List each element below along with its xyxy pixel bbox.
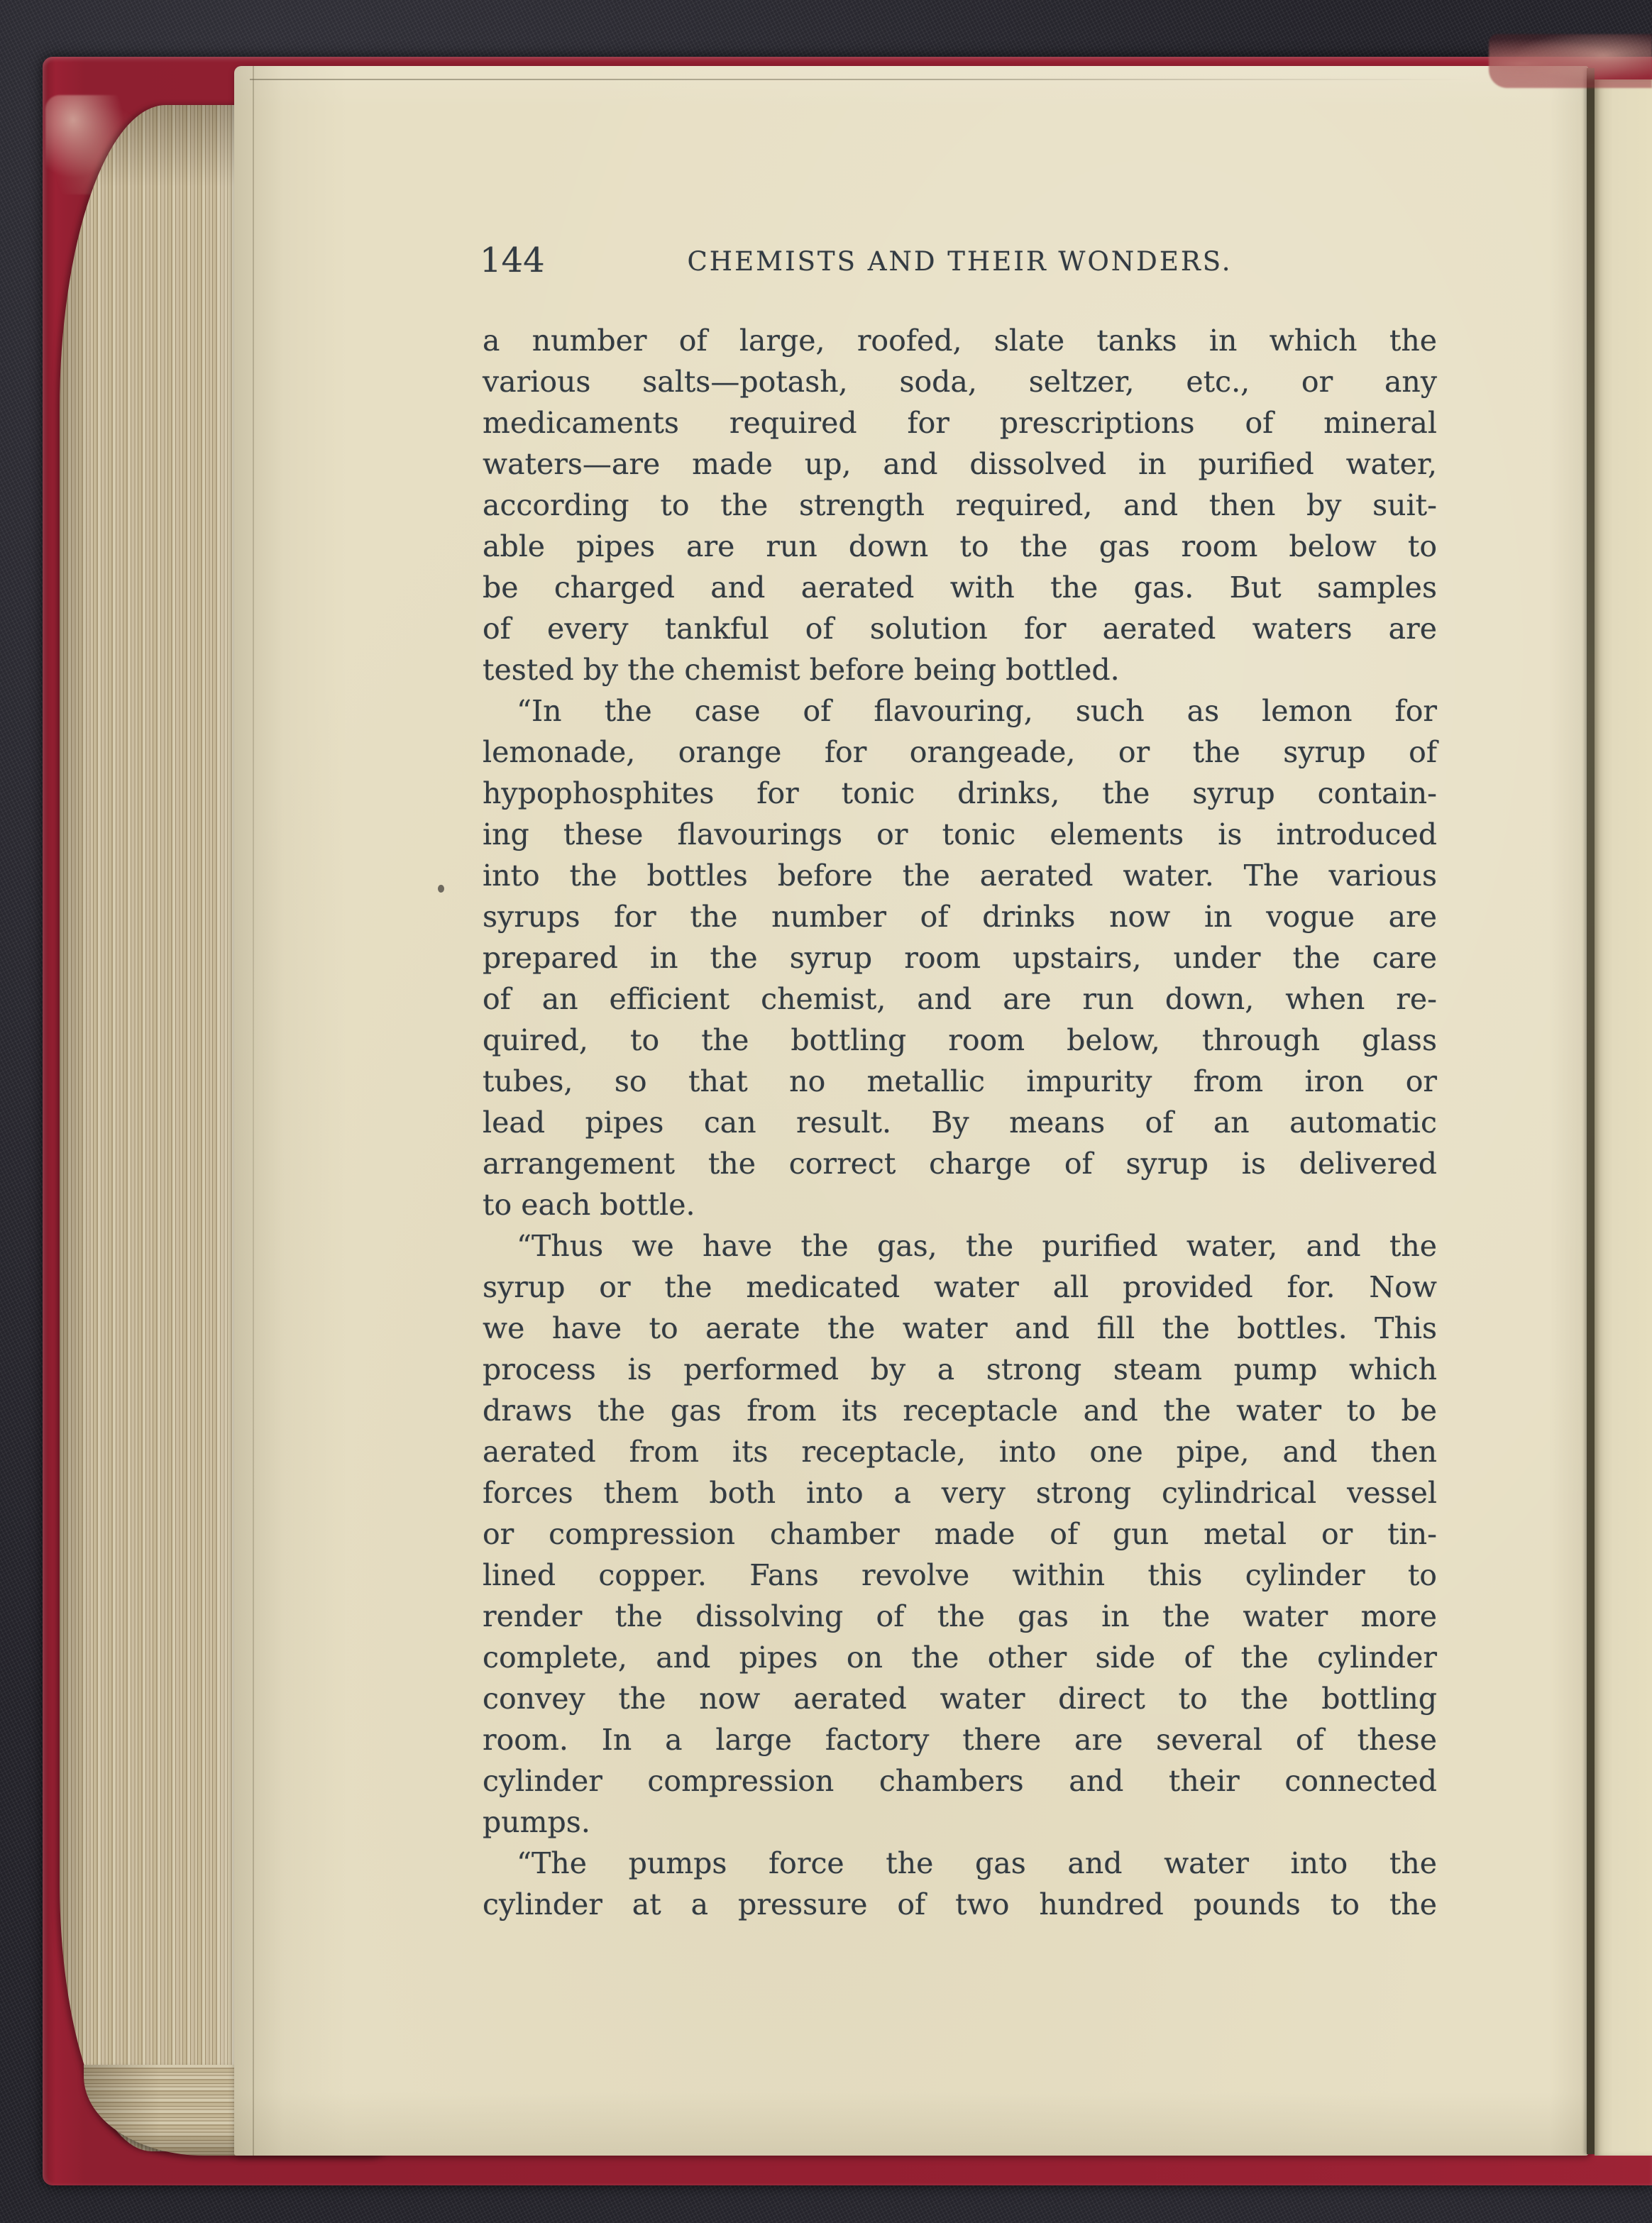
text-line: tested by the chemist before being bottled.: [483, 653, 1120, 687]
text-line: syrups for the number of drinks now in vogue are: [483, 900, 1437, 934]
text-line: “Thus we have the gas, the purified water, and the: [517, 1229, 1437, 1263]
text-line: various salts—potash, soda, seltzer, etc., or any: [483, 365, 1437, 399]
text-line: waters—are made up, and dissolved in purified water,: [483, 447, 1437, 481]
text-line: a number of large, roofed, slate tanks in which the: [483, 324, 1437, 358]
text-line: according to the strength required, and then by suit-: [483, 488, 1437, 522]
text-line: be charged and aerated with the gas. But samples: [483, 570, 1437, 605]
text-line: forces them both into a very strong cylindrical vessel: [483, 1476, 1437, 1510]
text-line: render the dissolving of the gas in the water more: [483, 1599, 1437, 1633]
running-head: CHEMISTS AND THEIR WONDERS.: [687, 246, 1233, 277]
text-line: prepared in the syrup room upstairs, under the care: [483, 941, 1437, 975]
text-line: medicaments required for prescriptions of mineral: [483, 406, 1437, 440]
text-line: convey the now aerated water direct to the bottling: [483, 1682, 1437, 1716]
text-line: cylinder compression chambers and their connected: [483, 1764, 1437, 1798]
next-page-edge: [1595, 79, 1652, 2156]
text-line: “The pumps force the gas and water into the: [517, 1846, 1437, 1880]
text-line: to each bottle.: [483, 1188, 695, 1222]
body-text: [483, 320, 1437, 1925]
text-line: syrup or the medicated water all provided for. Now: [483, 1270, 1437, 1304]
text-line: draws the gas from its receptacle and the water to be: [483, 1394, 1437, 1428]
text-line: hypophosphites for tonic drinks, the syrup contain-: [483, 776, 1437, 810]
text-line: we have to aerate the water and fill the bottles. This: [483, 1311, 1437, 1345]
text-line: quired, to the bottling room below, through glass: [483, 1023, 1437, 1057]
text-line: lead pipes can result. By means of an automatic: [483, 1105, 1437, 1140]
text-line: of an efficient chemist, and are run down, when re-: [483, 982, 1437, 1016]
text-line: or compression chamber made of gun metal or tin-: [483, 1517, 1437, 1551]
book-page: [234, 66, 1588, 2156]
text-line: pumps.: [483, 1805, 590, 1839]
text-line: complete, and pipes on the other side of the cylinder: [483, 1640, 1437, 1675]
text-line: aerated from its receptacle, into one pipe, and then: [483, 1435, 1437, 1469]
text-line: lined copper. Fans revolve within this cylinder to: [483, 1558, 1437, 1592]
text-line: into the bottles before the aerated water. The various: [483, 859, 1437, 893]
text-line: lemonade, orange for orangeade, or the syrup of: [483, 735, 1437, 769]
text-line: “In the case of flavouring, such as lemon for: [517, 694, 1437, 728]
text-line: of every tankful of solution for aerated waters are: [483, 612, 1437, 646]
text-line: ing these flavourings or tonic elements is introduced: [483, 817, 1437, 851]
page-gap: [1587, 68, 1595, 2154]
text-line: cylinder at a pressure of two hundred pounds to the: [483, 1887, 1437, 1921]
page-number: 144: [480, 241, 545, 280]
ink-speck: [438, 885, 444, 893]
text-line: able pipes are run down to the gas room below to: [483, 529, 1437, 563]
text-line: room. In a large factory there are several of these: [483, 1723, 1437, 1757]
page-header: [480, 241, 1437, 283]
cover-worn-corner-top-right: [1489, 34, 1652, 88]
text-line: tubes, so that no metallic impurity from iron or: [483, 1064, 1437, 1098]
text-line: process is performed by a strong steam pump which: [483, 1352, 1437, 1386]
text-line: arrangement the correct charge of syrup is delivered: [483, 1147, 1437, 1181]
